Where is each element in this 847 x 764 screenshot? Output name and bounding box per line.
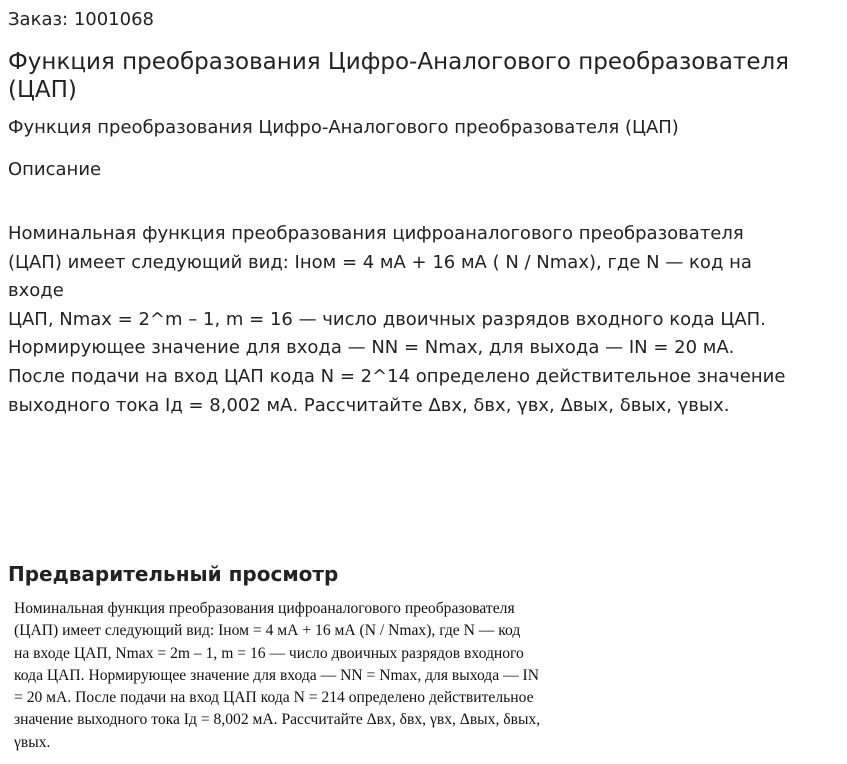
preview-text (14, 598, 640, 754)
description-line: После подачи на вход ЦАП кода N = 2^14 определено действительное значение (8, 365, 786, 387)
preview-line: кода ЦАП. Нормирующее значение для входа — NN = Nmax, для выхода — IN (14, 666, 540, 684)
page-title: Функция преобразования Цифро-Аналогового преобразователя (ЦАП) (8, 49, 790, 103)
preview-line: Номинальная функция преобразования цифроаналогового преобразователя (14, 600, 515, 617)
preview-line: (ЦАП) имеет следующий вид: Iном = 4 мА + 16 мА (N / Nmax), где N — код (14, 622, 521, 640)
description-line: ЦАП, Nmax = 2^m – 1, m = 16 — число двоичных разрядов входного кода ЦАП. (8, 308, 766, 330)
preview-image (14, 598, 640, 756)
preview-line: = 20 мА. После подачи на вход ЦАП кода N = 214 определено действительное (14, 689, 534, 707)
description-line: Номинальная функция преобразования цифроаналогового преобразователя (8, 223, 744, 244)
preview-line: значение выходного тока Iд = 8,002 мА. Рассчитайте Δвх, δвх, γвх, Δвых, δвых, (14, 711, 541, 729)
description-line: (ЦАП) имеет следующий вид: Iном = 4 мА + 16 мА ( N / Nmax), где N — код на (8, 251, 752, 273)
order-number: Заказ: 1001068 (8, 9, 154, 30)
description-text (8, 220, 838, 420)
preview-line: на входе ЦАП, Nmax = 2m – 1, m = 16 — число двоичных разрядов входного (14, 644, 524, 662)
description-line: выходного тока Iд = 8,002 мА. Рассчитайте Δвх, δвх, γвх, Δвых, δвых, γвых. (8, 394, 730, 416)
description-line: Нормирующее значение для входа — NN = Nmax, для выхода — IN = 20 мА. (8, 337, 735, 359)
preview-heading: Предварительный просмотр (8, 562, 339, 586)
preview-line: γвых. (14, 733, 51, 751)
description-line: входе (8, 280, 64, 302)
description-label: Описание (8, 159, 102, 180)
page-subtitle: Функция преобразования Цифро-Аналогового преобразователя (ЦАП) (8, 117, 679, 138)
